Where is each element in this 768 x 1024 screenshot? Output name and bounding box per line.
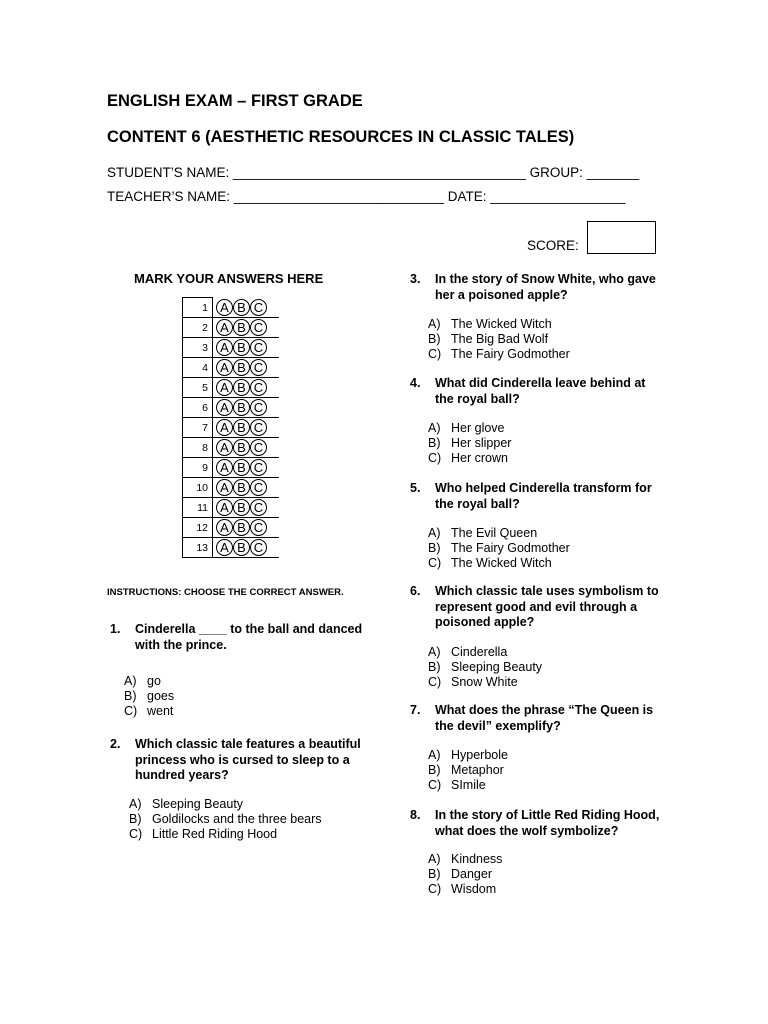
- option-letter: B): [428, 332, 441, 346]
- option-text: Her crown: [451, 451, 508, 465]
- answer-row-number: 3: [183, 338, 213, 358]
- answer-bubble-b[interactable]: B: [233, 459, 250, 476]
- answer-row: [183, 338, 279, 358]
- answer-row-number: 6: [183, 398, 213, 418]
- question-text: [435, 481, 652, 512]
- answer-bubbles: [213, 418, 279, 438]
- option-text: The Wicked Witch: [451, 556, 552, 570]
- option-letter: C): [129, 827, 143, 841]
- question-text: [435, 376, 645, 407]
- option-letter: B): [428, 436, 441, 450]
- answer-bubbles: [213, 458, 279, 478]
- question-text-line: Who helped Cinderella transform for: [435, 481, 652, 495]
- answer-bubble-c[interactable]: C: [250, 319, 267, 336]
- answer-row-number: 13: [183, 538, 213, 558]
- question-text: [435, 584, 659, 631]
- option-letter: A): [428, 748, 441, 762]
- question-text-line: What did Cinderella leave behind at: [435, 376, 646, 390]
- answer-bubble-b[interactable]: B: [233, 399, 250, 416]
- option-text: Danger: [451, 867, 492, 881]
- answer-bubble-c[interactable]: C: [250, 419, 267, 436]
- option-letter: B): [124, 689, 137, 703]
- answer-sheet: [182, 297, 279, 558]
- answer-row: [183, 378, 279, 398]
- question-text-line: the devil” exemplify?: [435, 718, 561, 733]
- answer-bubble-b[interactable]: B: [233, 379, 250, 396]
- option-letter: C): [428, 347, 442, 361]
- option-letter: A): [428, 526, 441, 540]
- answer-row: [183, 458, 279, 478]
- answer-row-number: 11: [183, 498, 213, 518]
- answer-bubble-a[interactable]: A: [216, 339, 233, 356]
- answer-bubbles: [213, 338, 279, 358]
- option-letter: A): [428, 421, 441, 435]
- question-text-line: what does the wolf symbolize?: [435, 823, 619, 838]
- answer-bubble-c[interactable]: C: [250, 459, 267, 476]
- option-text: The Evil Queen: [451, 526, 538, 540]
- question-number: 6.: [410, 584, 421, 598]
- answer-row-number: 5: [183, 378, 213, 398]
- option-text: Kindness: [451, 852, 503, 866]
- option-text: Hyperbole: [451, 748, 508, 762]
- question-number: 8.: [410, 808, 421, 822]
- option-text: The Fairy Godmother: [451, 541, 570, 555]
- answer-bubbles: [213, 318, 279, 338]
- answer-bubbles: [213, 358, 279, 378]
- option-text: Her slipper: [451, 436, 512, 450]
- option-text: go: [147, 674, 161, 688]
- answer-bubble-b[interactable]: B: [233, 539, 250, 556]
- answer-bubble-b[interactable]: B: [233, 319, 250, 336]
- answer-bubble-c[interactable]: C: [250, 479, 267, 496]
- answer-row: [183, 538, 279, 558]
- score-label: SCORE:: [527, 238, 579, 253]
- answer-row: [183, 318, 279, 338]
- answer-bubble-b[interactable]: B: [233, 299, 250, 316]
- answer-bubble-b[interactable]: B: [233, 339, 250, 356]
- answer-row: [183, 438, 279, 458]
- answer-bubble-b[interactable]: B: [233, 499, 250, 516]
- answer-bubble-b[interactable]: B: [233, 479, 250, 496]
- question-number: 7.: [410, 703, 421, 717]
- answer-row-number: 4: [183, 358, 213, 378]
- answer-bubble-c[interactable]: C: [250, 499, 267, 516]
- option-text: goes: [147, 689, 175, 703]
- option-letter: B): [428, 867, 441, 881]
- option-letter: A): [428, 317, 441, 331]
- question-text-line: Which classic tale uses symbolism to: [435, 584, 659, 598]
- answer-bubble-b[interactable]: B: [233, 359, 250, 376]
- question-number: 5.: [410, 481, 421, 495]
- option-text: Little Red Riding Hood: [152, 827, 278, 841]
- answer-bubble-c[interactable]: C: [250, 299, 267, 316]
- option-letter: B): [428, 660, 441, 674]
- answer-bubble-b[interactable]: B: [233, 519, 250, 536]
- instructions: INSTRUCTIONS: CHOOSE THE CORRECT ANSWER.: [107, 587, 344, 598]
- answer-bubbles: [213, 298, 279, 318]
- answer-bubble-a[interactable]: A: [216, 519, 233, 536]
- answer-row: [183, 358, 279, 378]
- answer-row-number: 8: [183, 438, 213, 458]
- exam-subtitle: CONTENT 6 (AESTHETIC RESOURCES IN CLASSIC TALES): [107, 128, 575, 146]
- question-text: [135, 737, 361, 784]
- answer-bubble-a[interactable]: A: [216, 299, 233, 316]
- answer-bubbles: [213, 518, 279, 538]
- question-text: [435, 703, 653, 734]
- answer-bubble-c[interactable]: C: [250, 519, 267, 536]
- question-number: 2.: [110, 737, 121, 751]
- answer-row: [183, 298, 279, 318]
- option-text: The Wicked Witch: [451, 317, 552, 331]
- option-text: Sleeping Beauty: [451, 660, 543, 674]
- answer-row-number: 7: [183, 418, 213, 438]
- answer-bubble-c[interactable]: C: [250, 359, 267, 376]
- answer-bubble-a[interactable]: A: [216, 479, 233, 496]
- question-number: 4.: [410, 376, 421, 390]
- question-text-line: In the story of Snow White, who gave: [435, 272, 656, 286]
- option-letter: A): [428, 645, 441, 659]
- option-text: The Big Bad Wolf: [451, 332, 549, 346]
- option-text: Wisdom: [451, 882, 497, 896]
- answer-bubble-b[interactable]: B: [233, 419, 250, 436]
- answer-row-number: 10: [183, 478, 213, 498]
- option-text: went: [147, 704, 174, 718]
- question-text-line: Which classic tale features a beautiful: [135, 737, 361, 751]
- option-letter: C): [124, 704, 138, 718]
- answer-bubble-c[interactable]: C: [250, 539, 267, 556]
- option-text: Sleeping Beauty: [152, 797, 244, 811]
- option-letter: C): [428, 778, 442, 792]
- answer-bubble-a[interactable]: A: [216, 459, 233, 476]
- question-text: [135, 622, 362, 653]
- question-number: 1.: [110, 622, 121, 636]
- option-letter: B): [428, 763, 441, 777]
- option-text: Goldilocks and the three bears: [152, 812, 322, 826]
- question-text-line: with the prince.: [135, 637, 227, 652]
- answer-row: [183, 518, 279, 538]
- answer-bubble-a[interactable]: A: [216, 439, 233, 456]
- answer-sheet-title: MARK YOUR ANSWERS HERE: [134, 271, 324, 286]
- option-letter: C): [428, 675, 442, 689]
- option-letter: B): [428, 541, 441, 555]
- answer-bubble-c[interactable]: C: [250, 379, 267, 396]
- answer-bubbles: [213, 538, 279, 558]
- option-text: Her glove: [451, 421, 505, 435]
- answer-bubble-a[interactable]: A: [216, 539, 233, 556]
- option-letter: C): [428, 556, 442, 570]
- answer-bubble-a[interactable]: A: [216, 419, 233, 436]
- option-text: SImile: [451, 778, 486, 792]
- question-text-line: In the story of Little Red Riding Hood,: [435, 808, 660, 822]
- answer-row-number: 1: [183, 298, 213, 318]
- option-letter: A): [124, 674, 137, 688]
- question-text: [435, 272, 656, 303]
- question-text-line: princess who is cursed to sleep to a: [135, 752, 350, 767]
- option-text: The Fairy Godmother: [451, 347, 570, 361]
- option-text: Metaphor: [451, 763, 504, 777]
- option-letter: A): [428, 852, 441, 866]
- answer-bubble-a[interactable]: A: [216, 399, 233, 416]
- question-text-line: poisoned apple?: [435, 615, 535, 629]
- answer-bubbles: [213, 398, 279, 418]
- question-text-line: the royal ball?: [435, 496, 520, 511]
- answer-bubble-c[interactable]: C: [250, 399, 267, 416]
- question-number: 3.: [410, 272, 421, 286]
- student-name-line[interactable]: STUDENT’S NAME: _______________________________________ GROUP: _______: [107, 165, 640, 180]
- question-text-line: hundred years?: [135, 768, 229, 782]
- option-letter: C): [428, 451, 442, 465]
- option-letter: B): [129, 812, 142, 826]
- answer-row-number: 9: [183, 458, 213, 478]
- teacher-name-line[interactable]: TEACHER’S NAME: ____________________________ DATE: __________________: [107, 189, 626, 204]
- answer-bubble-a[interactable]: A: [216, 359, 233, 376]
- answer-row: [183, 478, 279, 498]
- score-box[interactable]: [587, 221, 656, 254]
- answer-bubble-a[interactable]: A: [216, 499, 233, 516]
- answer-bubbles: [213, 478, 279, 498]
- answer-bubble-a[interactable]: A: [216, 319, 233, 336]
- answer-row-number: 2: [183, 318, 213, 338]
- answer-bubble-c[interactable]: C: [250, 339, 267, 356]
- answer-row: [183, 418, 279, 438]
- question-text-line: the royal ball?: [435, 391, 520, 406]
- option-letter: A): [129, 797, 142, 811]
- answer-bubbles: [213, 498, 279, 518]
- answer-bubbles: [213, 438, 279, 458]
- question-text-line: What does the phrase “The Queen is: [435, 703, 654, 717]
- question-text-line: represent good and evil through a: [435, 599, 638, 614]
- answer-bubbles: [213, 378, 279, 398]
- option-text: Cinderella: [451, 645, 508, 659]
- answer-bubble-c[interactable]: C: [250, 439, 267, 456]
- answer-row-number: 12: [183, 518, 213, 538]
- answer-bubble-a[interactable]: A: [216, 379, 233, 396]
- answer-row: [183, 498, 279, 518]
- option-letter: C): [428, 882, 442, 896]
- option-text: Snow White: [451, 675, 518, 689]
- question-text-line: her a poisoned apple?: [435, 287, 568, 302]
- answer-row: [183, 398, 279, 418]
- question-text-line: Cinderella ____ to the ball and danced: [135, 622, 363, 636]
- answer-bubble-b[interactable]: B: [233, 439, 250, 456]
- question-text: [435, 808, 659, 839]
- exam-title: ENGLISH EXAM – FIRST GRADE: [107, 92, 363, 110]
